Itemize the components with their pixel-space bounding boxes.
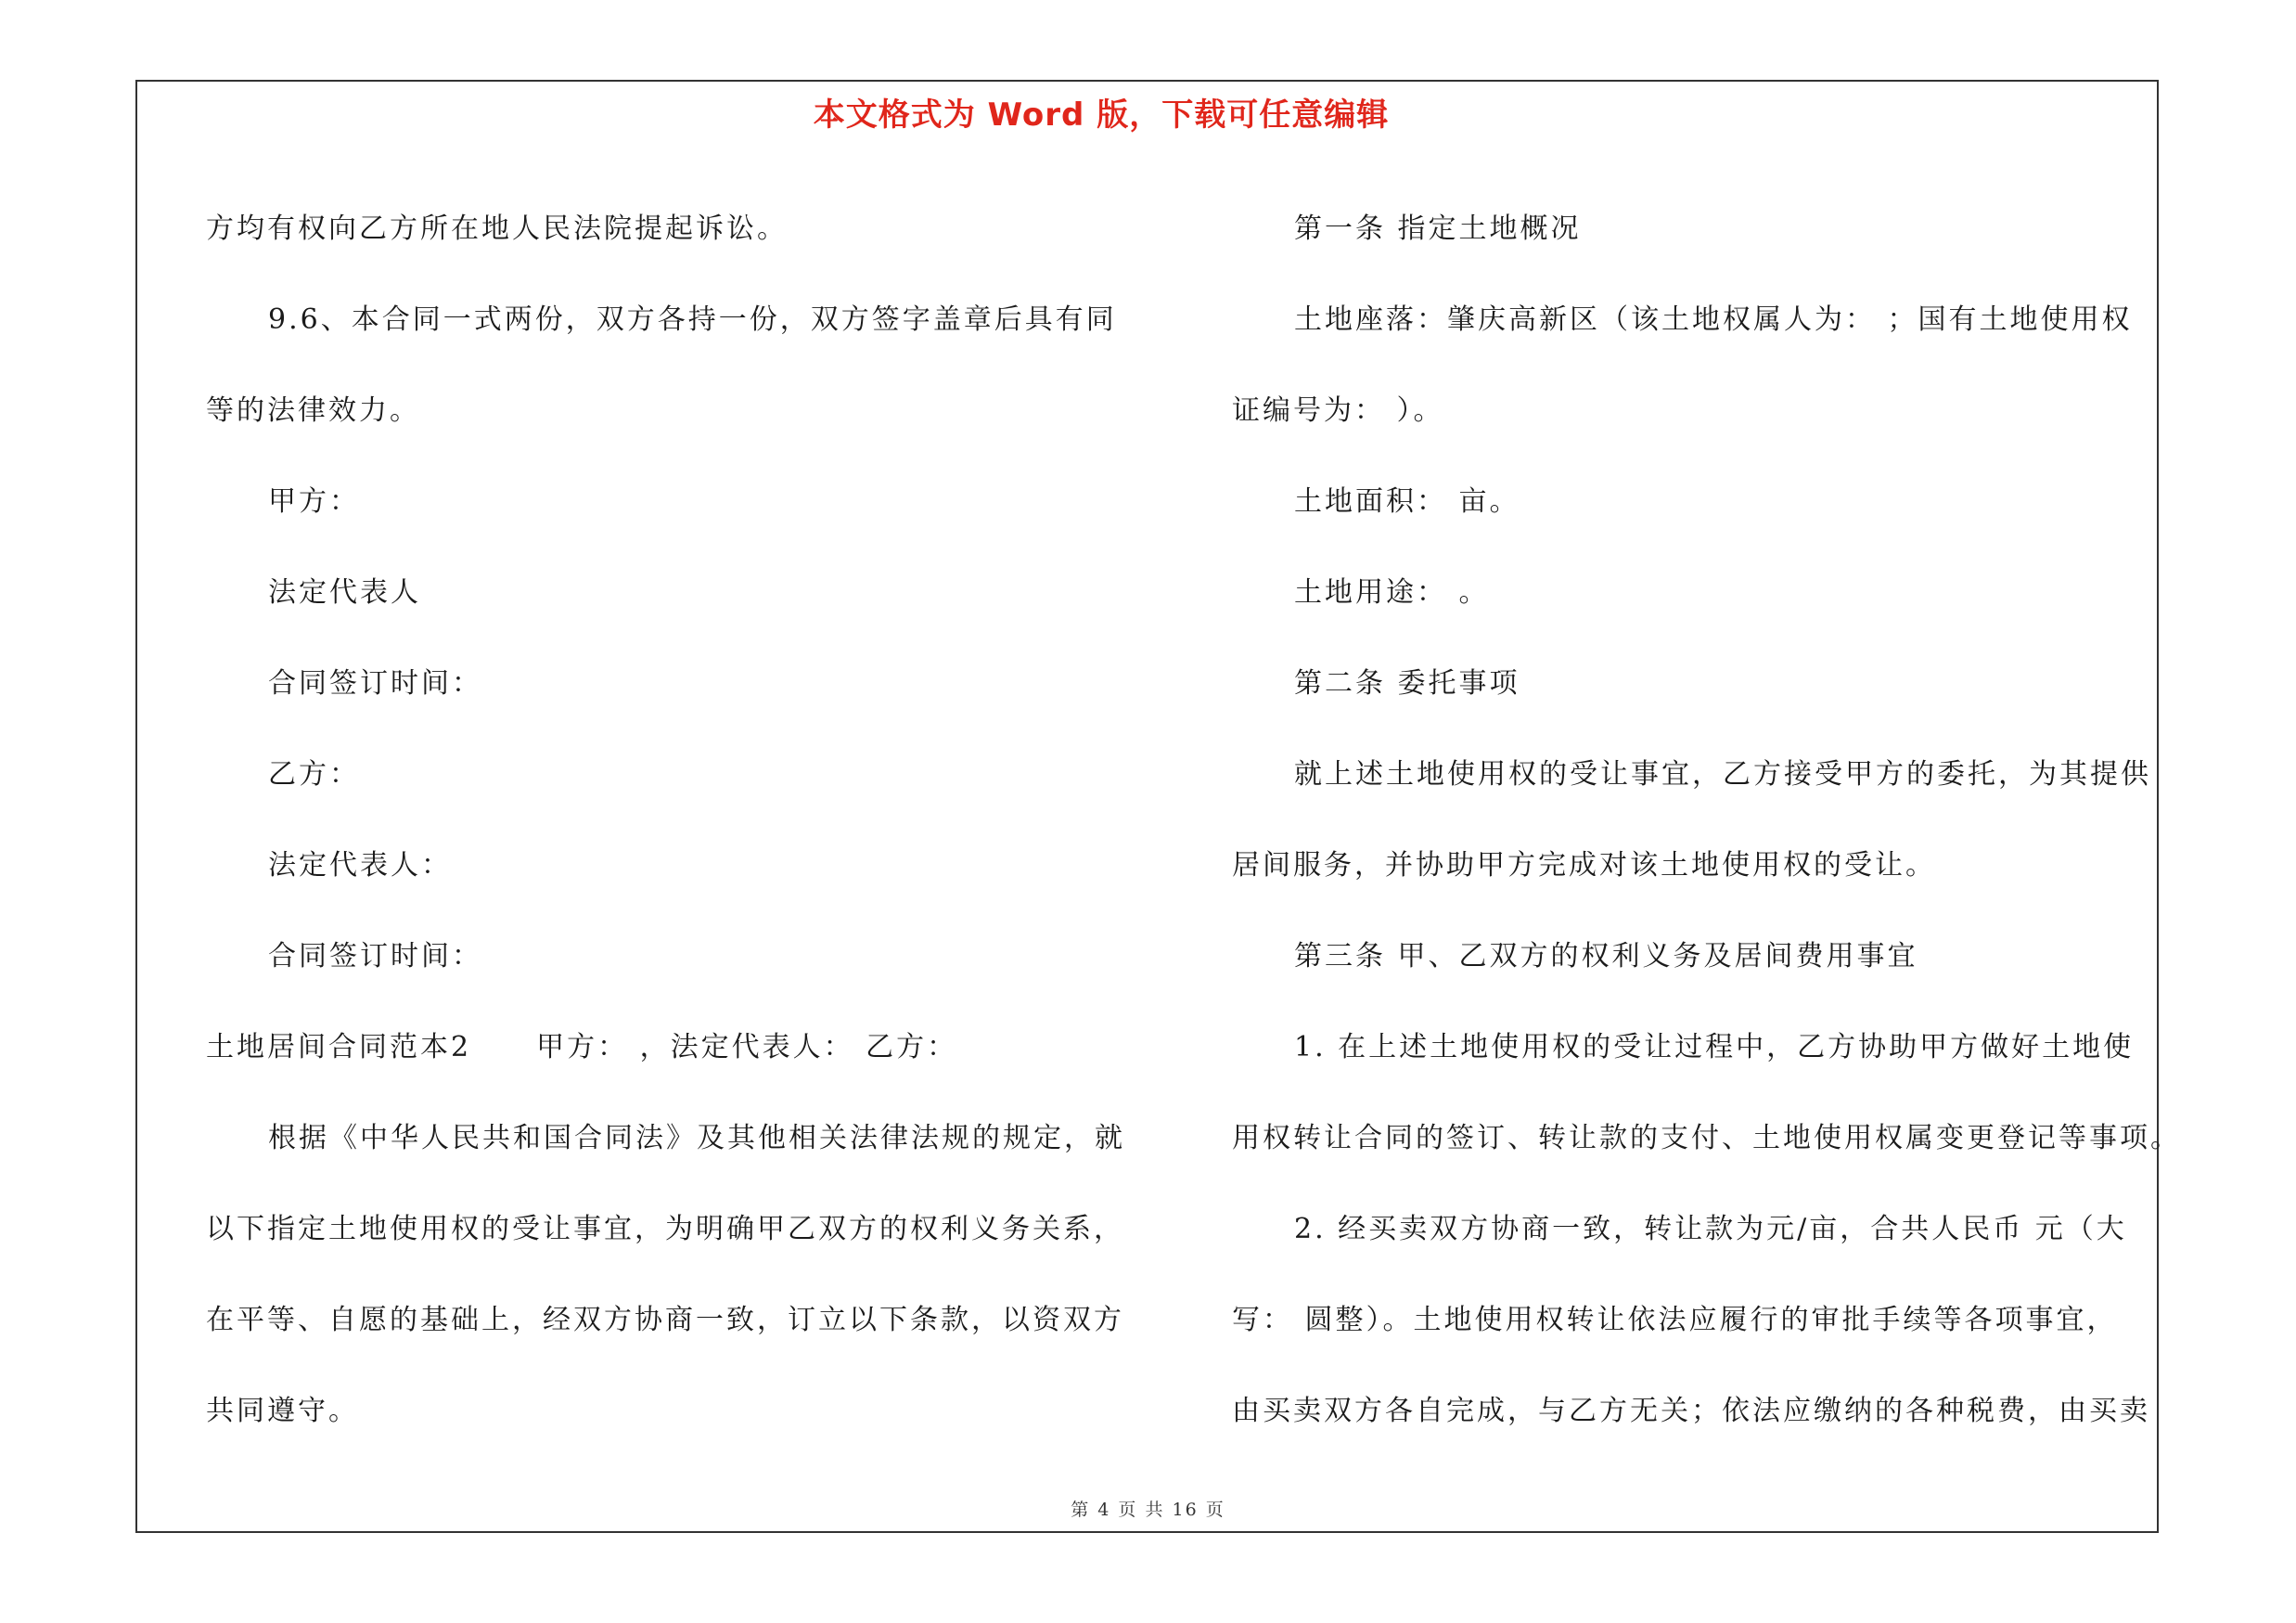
article-heading: 第一条 指定土地概况 [1294,213,1582,245]
paragraph-line: 土地用途： 。 [1294,576,1490,609]
signature-date: 合同签订时间： [268,940,482,973]
paragraph-line: 方均有权向乙方所在地人民法院提起诉讼。 [206,213,788,245]
signature-date: 合同签订时间： [268,667,482,700]
signature-representative: 法定代表人 [268,576,421,609]
paragraph-line: 用权转让合同的签订、转让款的支付、土地使用权属变更登记等事项。 [1232,1122,2181,1154]
article-heading: 第三条 甲、乙双方的权利义务及居间费用事宜 [1294,940,1918,973]
page-number: 第 4 页 共 16 页 [1071,1500,1225,1520]
paragraph-line: 土地面积： 亩。 [1294,485,1520,518]
paragraph-line: 共同遵守。 [206,1395,359,1427]
right-column [1232,184,2181,1457]
paragraph-line: 1. 在上述土地使用权的受让过程中，乙方协助甲方做好土地使 [1294,1031,2135,1063]
paragraph-line: 写： 圆整）。土地使用权转让依法应履行的审批手续等各项事宜， [1232,1304,2118,1336]
paragraph-line: 根据《中华人民共和国合同法》及其他相关法律法规的规定，就 [268,1122,1125,1154]
paragraph-line: 就上述土地使用权的受让事宜，乙方接受甲方的委托，为其提供 [1294,758,2151,791]
paragraph-line: 土地座落：肇庆高新区（该土地权属人为： ；国有土地使用权 [1294,303,2133,336]
format-banner: 本文格式为 Word 版，下载可任意编辑 [813,97,1390,134]
paragraph-line: 证编号为： ）。 [1232,394,1444,427]
article-heading: 第二条 委托事项 [1294,667,1520,700]
contract-title: 土地居间合同范本2 [206,1031,472,1063]
contract-title-line [206,1002,1124,1093]
contract-parties: 甲方： ，法定代表人： 乙方： [536,1031,958,1063]
paragraph-line: 由买卖双方各自完成，与乙方无关；依法应缴纳的各种税费，由买卖 [1232,1395,2150,1427]
paragraph-line: 在平等、自愿的基础上，经双方协商一致，订立以下条款，以资双方 [206,1304,1124,1336]
signature-representative: 法定代表人： [268,849,452,882]
paragraph-line: 等的法律效力。 [206,394,420,427]
signature-party-a: 甲方： [268,485,360,518]
paragraph-line: 2. 经买卖双方协商一致，转让款为元/亩，合共人民币 元（大 [1294,1213,2127,1245]
left-column [206,184,1124,1457]
paragraph-line: 9.6、本合同一式两份，双方各持一份，双方签字盖章后具有同 [268,303,1117,336]
signature-party-b: 乙方： [268,758,360,791]
paragraph-line: 居间服务，并协助甲方完成对该土地使用权的受让。 [1232,849,1936,882]
paragraph-line: 以下指定土地使用权的受让事宜，为明确甲乙双方的权利义务关系， [206,1213,1124,1245]
